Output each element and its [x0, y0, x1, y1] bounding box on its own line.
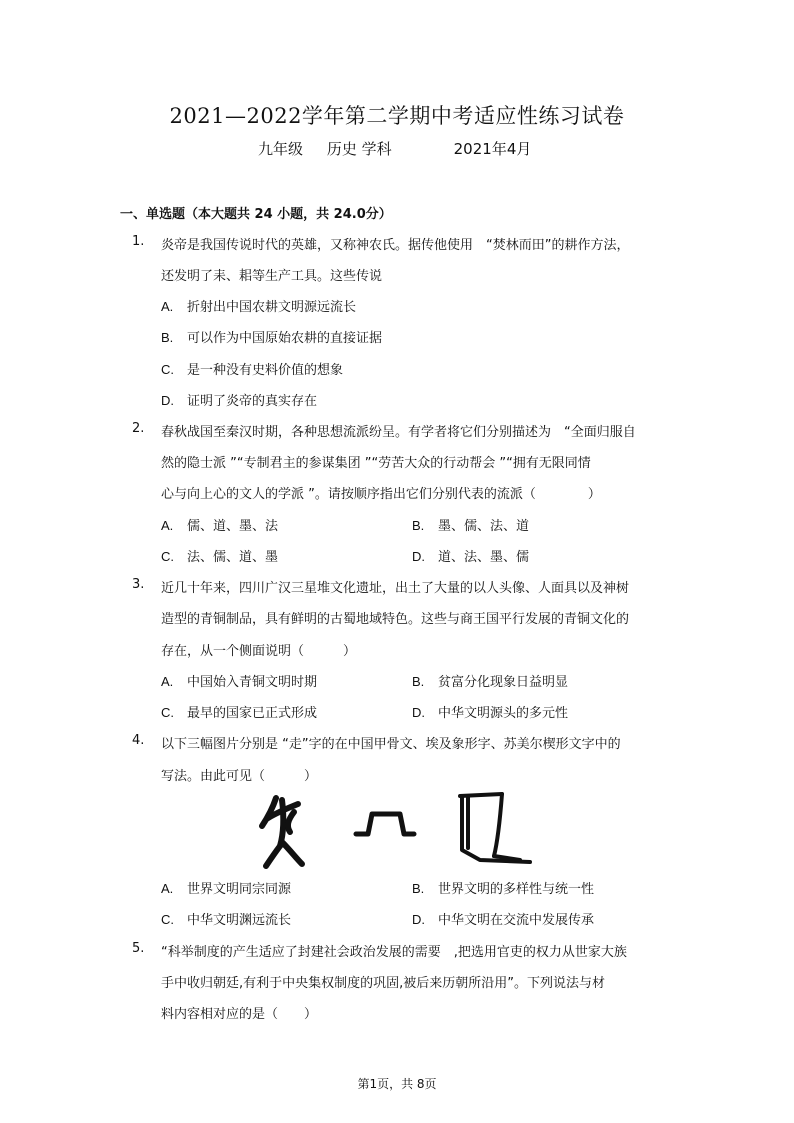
option-d[interactable]: [412, 702, 568, 721]
option-label: B.: [161, 330, 174, 345]
question-number: 3.: [132, 577, 145, 592]
option-label: C.: [161, 912, 174, 927]
ancient-glyphs-figure: [258, 790, 548, 870]
option-c[interactable]: [161, 359, 343, 378]
option-label: A.: [161, 299, 174, 314]
question-line: 然的隐士派 ”“专制君主的参谋集团 ”“劳苦大众的行动帮会 ”“拥有无限同情: [161, 456, 591, 471]
option-text: 贫富分化现象日益明显: [438, 675, 569, 690]
option-text: 最早的国家已正式形成: [187, 706, 318, 721]
option-label: A.: [161, 518, 174, 533]
option-c[interactable]: [161, 546, 278, 565]
grade-label: 九年级: [258, 140, 304, 158]
question-line: 炎帝是我国传说时代的英雄，又称神农氏。据传他使用 “焚林而田”的耕作方法，: [161, 238, 630, 253]
question-number: 5.: [132, 941, 145, 956]
option-d[interactable]: [412, 909, 594, 928]
option-a[interactable]: [161, 296, 356, 315]
option-text: 道、法、墨、儒: [438, 550, 530, 565]
option-b[interactable]: [412, 671, 568, 690]
option-label: B.: [412, 518, 425, 533]
question-number: 2.: [132, 421, 145, 436]
option-text: 可以作为中国原始农耕的直接证据: [187, 331, 383, 346]
exam-date: 2021年4月: [453, 140, 532, 158]
question-line: 写法。由此可见（ ）: [161, 769, 318, 784]
option-label: D.: [412, 705, 425, 720]
option-text: 中华文明源头的多元性: [438, 706, 569, 721]
exam-title: 2021—2022学年第二学期中考适应性练习试卷: [169, 104, 625, 128]
egyptian-walk-glyph: [356, 814, 414, 834]
cuneiform-walk-glyph: [460, 794, 530, 862]
option-label: C.: [161, 362, 174, 377]
option-text: 法、儒、道、墨: [187, 550, 279, 565]
question-line: 春秋战国至秦汉时期，各种思想流派纷呈。有学者将它们分别描述为 “全面归服自: [161, 425, 636, 440]
option-label: D.: [412, 912, 425, 927]
option-a[interactable]: [161, 515, 278, 534]
subject-label: 历史 学科: [326, 140, 392, 158]
question-line: “科举制度的产生适应了封建社会政治发展的需要 ,把选用官吏的权力从世家大族: [161, 945, 627, 960]
question-line: 心与向上心的文人的学派 ”。请按顺序指出它们分别代表的流派（ ）: [161, 487, 601, 502]
option-label: B.: [412, 881, 425, 896]
option-label: A.: [161, 881, 174, 896]
option-a[interactable]: [161, 878, 291, 897]
option-text: 墨、儒、法、道: [438, 519, 530, 534]
oracle-bone-walk-glyph: [262, 798, 302, 866]
option-text: 世界文明的多样性与统一性: [438, 882, 595, 897]
page-footer: 第1页，共 8页: [357, 1077, 437, 1091]
option-label: A.: [161, 674, 174, 689]
option-d[interactable]: [412, 546, 529, 565]
option-c[interactable]: [161, 702, 317, 721]
option-label: D.: [412, 549, 425, 564]
question-line: 造型的青铜制品，具有鲜明的古蜀地域特色。这些与商王国平行发展的青铜文化的: [161, 612, 630, 627]
option-text: 世界文明同宗同源: [187, 882, 292, 897]
question-line: 近几十年来，四川广汉三星堆文化遗址，出土了大量的以人头像、人面具以及神树: [161, 581, 630, 596]
question-line: 还发明了耒、耜等生产工具。这些传说: [161, 269, 383, 284]
option-label: D.: [161, 393, 174, 408]
question-number: 4.: [132, 733, 145, 748]
option-b[interactable]: [412, 515, 529, 534]
option-c[interactable]: [161, 909, 291, 928]
option-text: 证明了炎帝的真实存在: [187, 394, 318, 409]
option-text: 中华文明渊远流长: [187, 913, 292, 928]
option-text: 折射出中国农耕文明源远流长: [187, 300, 357, 315]
question-number: 1.: [132, 234, 145, 249]
option-d[interactable]: [161, 390, 317, 409]
option-text: 儒、道、墨、法: [187, 519, 279, 534]
option-label: B.: [412, 674, 425, 689]
question-line: 存在，从一个侧面说明（ ）: [161, 644, 357, 659]
option-a[interactable]: [161, 671, 317, 690]
question-line: 手中收归朝廷,有利于中央集权制度的巩固,被后来历朝所沿用”。下列说法与材: [161, 976, 605, 991]
exam-subtitle: [258, 138, 531, 159]
option-text: 中华文明在交流中发展传承: [438, 913, 595, 928]
question-line: 以下三幅图片分别是 “走”字的在中国甲骨文、埃及象形字、苏美尔楔形文字中的: [161, 737, 621, 752]
option-text: 是一种没有史料价值的想象: [187, 363, 344, 378]
question-line: 料内容相对应的是（ ）: [161, 1007, 318, 1022]
option-b[interactable]: [161, 327, 382, 346]
option-label: C.: [161, 705, 174, 720]
section-heading: 一、单选题（本大题共 24 小题，共 24.0分）: [120, 207, 392, 222]
option-label: C.: [161, 549, 174, 564]
option-text: 中国始入青铜文明时期: [187, 675, 318, 690]
option-b[interactable]: [412, 878, 594, 897]
